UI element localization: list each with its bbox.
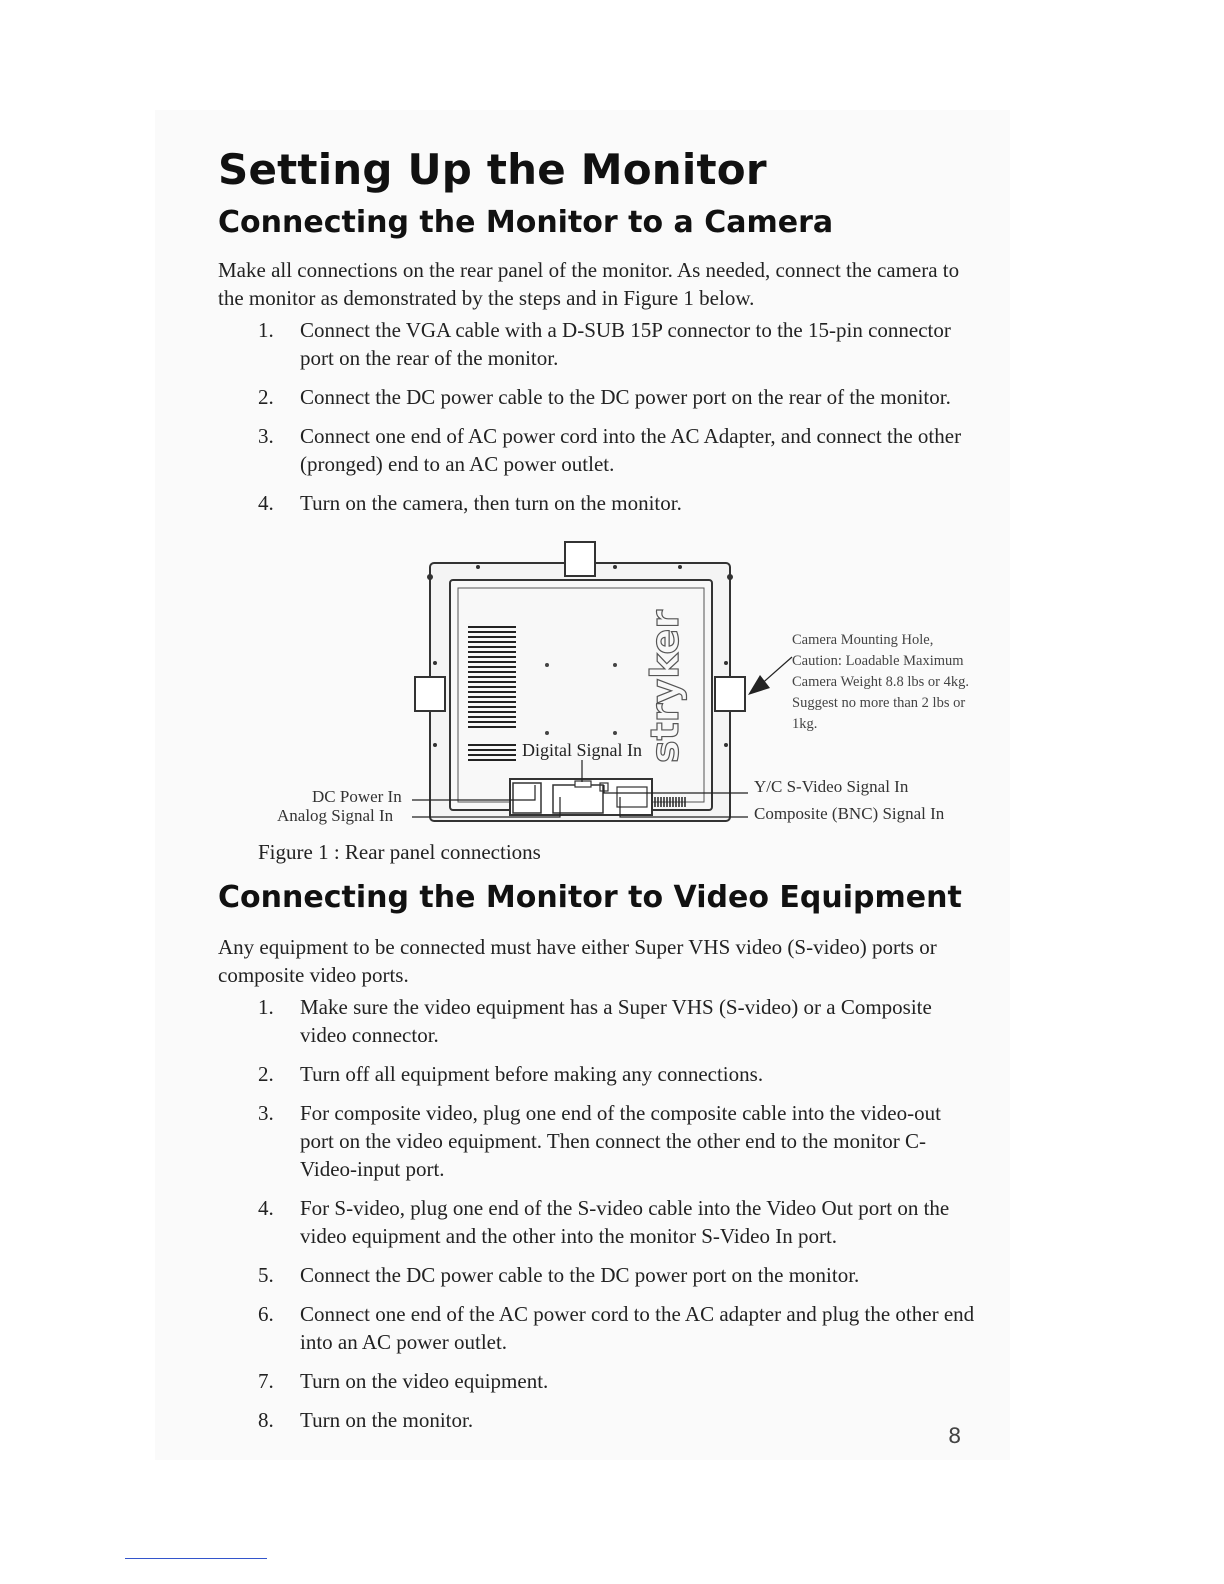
screw-dot (613, 565, 617, 569)
video-steps-list (258, 993, 978, 1445)
list-item: 2. Connect the DC power cable to the DC power port on the rear of the monitor. (258, 385, 951, 409)
top-mount (565, 542, 595, 576)
list-item: 5. Connect the DC power cable to the DC power port on the monitor. (258, 1263, 860, 1287)
left-mount (415, 677, 445, 711)
page-number: 8 (948, 1424, 962, 1448)
corner-peg (427, 574, 433, 580)
camera-mounting-hole (715, 677, 745, 711)
dvi-port (575, 781, 591, 787)
section-heading-camera: Connecting the Monitor to a Camera (218, 205, 834, 240)
label-dc-power: DC Power In (312, 787, 402, 806)
screw-dot (476, 565, 480, 569)
list-item: 1. Connect the VGA cable with a D-SUB 15P connector to the 15-pin connector port on the rear of the monitor. (258, 318, 951, 370)
brand-logo: stryker (643, 609, 687, 763)
vesa-hole (613, 663, 617, 667)
figure-caption: Figure 1 : Rear panel connections (258, 840, 541, 864)
label-analog-signal: Analog Signal In (277, 806, 394, 825)
label-digital-signal: Digital Signal In (522, 740, 642, 760)
camera-mounting-callout: Camera Mounting Hole, Caution: Loadable Maximum Camera Weight 8.8 lbs or 4kg. Suggest no more than 2 lbs or 1kg. (792, 632, 969, 732)
list-item: 1. Make sure the video equipment has a Super VHS (S-video) or a Composite video connector. (258, 995, 932, 1047)
screw-dot (678, 565, 682, 569)
section-intro-video: Any equipment to be connected must have either Super VHS video (S-video) ports or composite video ports. (218, 935, 937, 987)
rear-panel-figure (260, 535, 980, 835)
screw-dot (724, 743, 728, 747)
list-item: 6. Connect one end of the AC power cord to the AC adapter and plug the other end into an AC power outlet. (258, 1302, 975, 1354)
vesa-hole (545, 731, 549, 735)
page-title: Setting Up the Monitor (218, 145, 767, 194)
list-item: 3. For composite video, plug one end of the composite cable into the video-out port on the video equipment. Then connect the other end to the monitor C-Video-input port. (258, 1101, 941, 1181)
camera-steps-list (258, 316, 978, 528)
screw-dot (433, 661, 437, 665)
list-item: 3. Connect one end of AC power cord into the AC Adapter, and connect the other (pronged) end to an AC power outlet. (258, 424, 962, 476)
list-item: 7. Turn on the video equipment. (258, 1369, 549, 1393)
corner-peg (727, 574, 733, 580)
screw-dot (433, 743, 437, 747)
footnote-divider (125, 1558, 267, 1559)
vesa-hole (545, 663, 549, 667)
callout-arrowhead (748, 675, 770, 695)
vesa-hole (613, 731, 617, 735)
list-item: 4. Turn on the camera, then turn on the monitor. (258, 491, 682, 515)
list-item: 8. Turn on the monitor. (258, 1408, 474, 1432)
list-item: 2. Turn off all equipment before making any connections. (258, 1062, 764, 1086)
section-heading-video: Connecting the Monitor to Video Equipment (218, 880, 962, 915)
section-intro-camera: Make all connections on the rear panel of the monitor. As needed, connect the camera to the monitor as demonstrated by the steps and in Figure 1 below. (218, 258, 960, 310)
label-svideo-signal: Y/C S-Video Signal In (754, 777, 909, 796)
screw-dot (724, 661, 728, 665)
label-composite-signal: Composite (BNC) Signal In (754, 804, 945, 823)
list-item: 4. For S-video, plug one end of the S-video cable into the Video Out port on the video equipment and the other into the monitor S-Video In port. (258, 1196, 950, 1248)
